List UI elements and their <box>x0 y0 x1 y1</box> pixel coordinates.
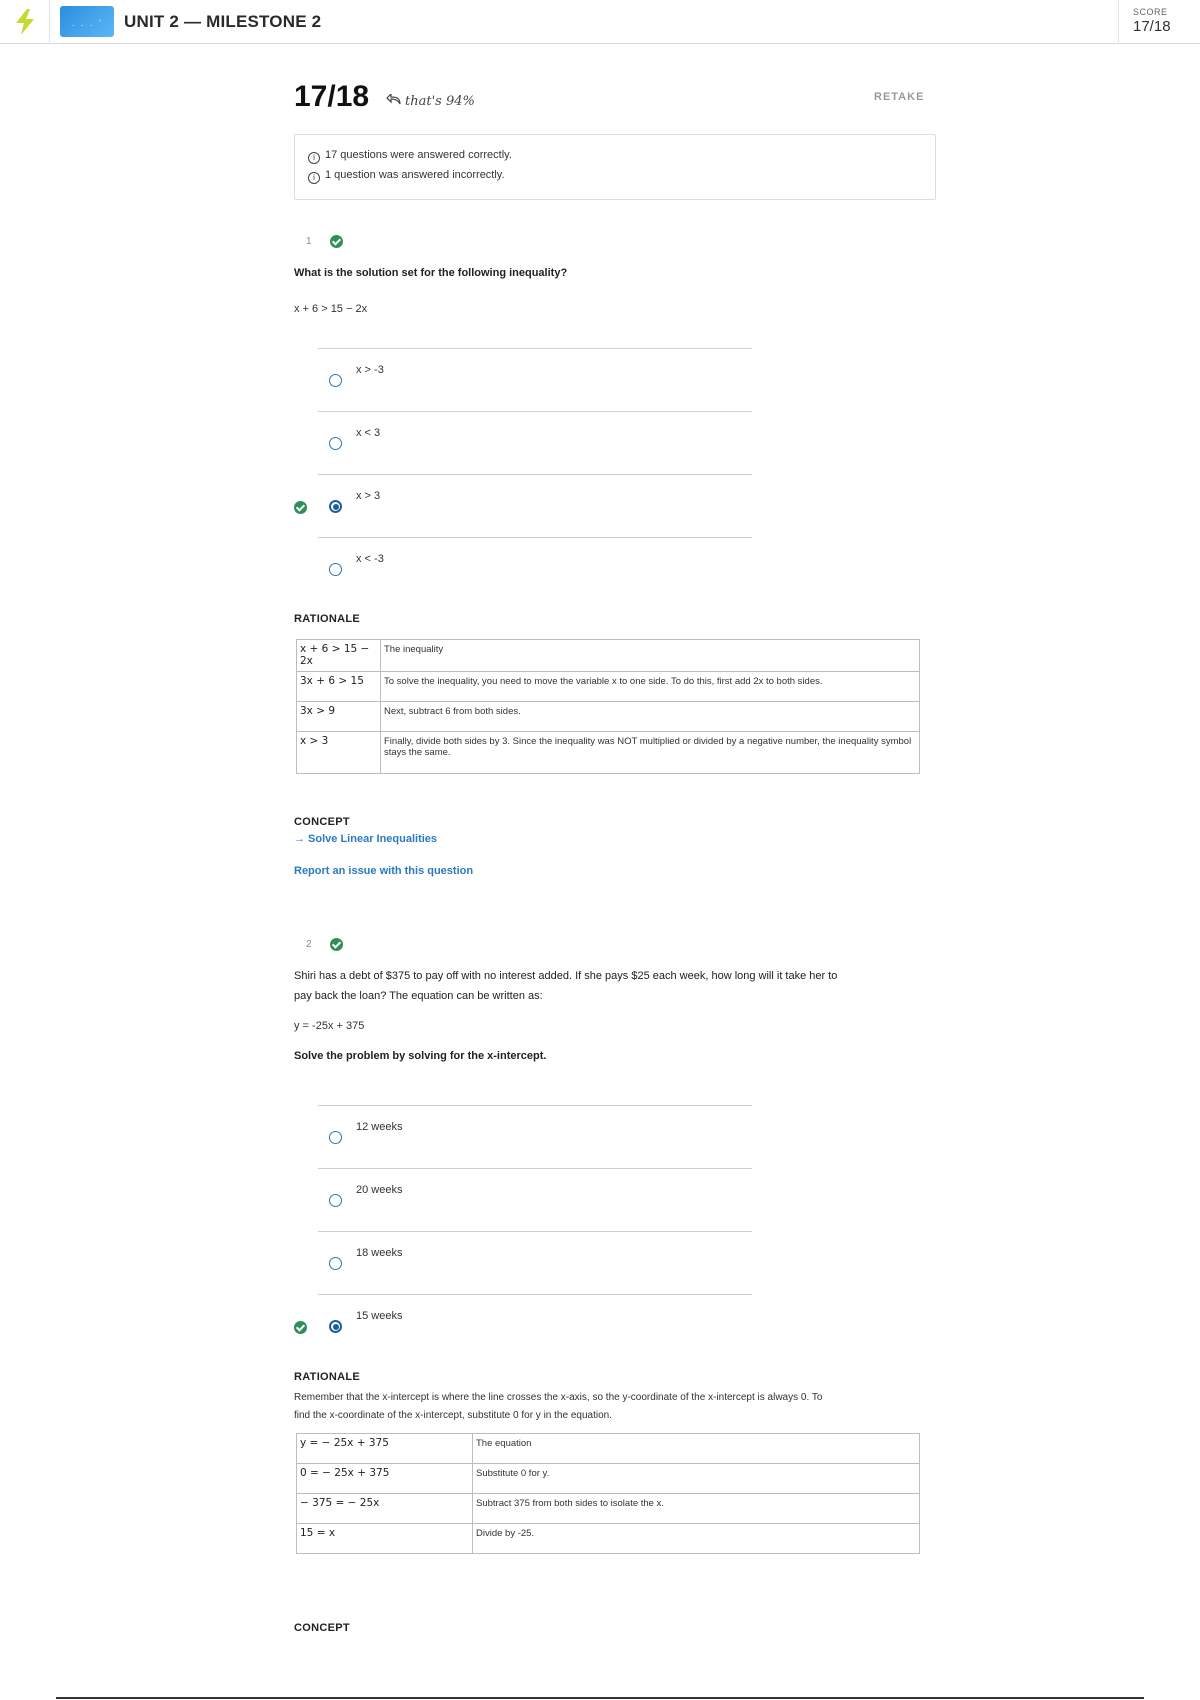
result-score: 17/18 <box>294 80 370 113</box>
top-bar <box>0 0 1200 44</box>
rationale-text <box>294 1389 934 1425</box>
table-cell-text: Subtract 375 from both sides to isolate the x. <box>473 1494 920 1524</box>
option-label: 15 weeks <box>356 1310 403 1322</box>
radio-icon[interactable] <box>329 1131 342 1144</box>
question-number: 1 <box>306 236 312 247</box>
option-label: x > 3 <box>356 490 381 502</box>
table-cell-math: x + 6 > 15 − 2x <box>297 640 381 672</box>
answer-option[interactable] <box>318 1168 752 1231</box>
rationale-line: Remember that the x-intercept is where the line crosses the x-axis, so the y-coordinate of the x-intercept is always 0. To <box>294 1392 823 1403</box>
incorrect-summary-text: 1 question was answered incorrectly. <box>325 169 505 181</box>
concept-label: CONCEPT <box>294 816 350 828</box>
table-row <box>297 640 920 672</box>
info-circle-icon: i <box>308 152 320 164</box>
table-cell-text: Next, subtract 6 from both sides. <box>381 702 920 732</box>
option-label: x < -3 <box>356 553 384 565</box>
table-cell-math: 3x + 6 > 15 <box>297 672 381 702</box>
option-label: 20 weeks <box>356 1184 403 1196</box>
header-score <box>1118 0 1188 44</box>
rationale-label: RATIONALE <box>294 613 361 625</box>
answer-option[interactable] <box>318 348 752 411</box>
unit-title: UNIT 2 — MILESTONE 2 <box>124 12 322 31</box>
table-cell-math: 15 = x <box>297 1524 473 1554</box>
score-value: 17/18 <box>1133 18 1171 35</box>
answer-option[interactable] <box>318 474 752 537</box>
score-percent-note <box>386 94 475 109</box>
option-label: 18 weeks <box>356 1247 403 1259</box>
unit-thumbnail-text: . . . ' <box>72 18 103 28</box>
question-prompt: What is the solution set for the following inequality? <box>294 267 568 279</box>
radio-icon[interactable] <box>329 500 342 513</box>
question-instruction: Solve the problem by solving for the x-intercept. <box>294 1050 547 1062</box>
bolt-logo-icon <box>14 9 36 35</box>
table-cell-text: Substitute 0 for y. <box>473 1464 920 1494</box>
answer-option[interactable] <box>318 1105 752 1168</box>
radio-icon[interactable] <box>329 1257 342 1270</box>
radio-icon[interactable] <box>329 563 342 576</box>
check-circle-icon <box>294 501 307 514</box>
table-cell-math: − 375 = − 25x <box>297 1494 473 1524</box>
summary-box <box>294 134 936 200</box>
table-cell-text: The inequality <box>381 640 920 672</box>
radio-icon[interactable] <box>329 1320 342 1333</box>
table-row <box>297 732 920 774</box>
table-cell-math: 0 = − 25x + 375 <box>297 1464 473 1494</box>
concept-link[interactable]: → Solve Linear Inequalities <box>294 833 438 845</box>
unit-thumbnail <box>60 6 114 37</box>
table-cell-text: Divide by -25. <box>473 1524 920 1554</box>
rationale-label: RATIONALE <box>294 1371 361 1383</box>
table-cell-text: Finally, divide both sides by 3. Since the inequality was NOT multiplied or divided by a negative number, the inequality symbol stays the same. <box>381 732 920 774</box>
table-cell-math: y = − 25x + 375 <box>297 1434 473 1464</box>
table-row <box>297 1434 920 1464</box>
report-issue-link[interactable]: Report an issue with this question <box>294 865 474 877</box>
retake-button[interactable]: RETAKE <box>874 91 925 103</box>
check-circle-icon <box>294 1321 307 1334</box>
concept-label: CONCEPT <box>294 1622 350 1634</box>
question-prompt <box>294 966 934 1006</box>
table-row <box>297 1524 920 1554</box>
logo[interactable] <box>0 0 50 44</box>
question-equation: x + 6 > 15 − 2x <box>294 303 368 315</box>
answer-options <box>318 348 752 600</box>
table-row <box>297 702 920 732</box>
rationale-table <box>296 639 920 774</box>
answer-option[interactable] <box>318 411 752 474</box>
answer-option[interactable] <box>318 1231 752 1294</box>
correct-summary-text: 17 questions were answered correctly. <box>325 149 512 161</box>
option-label: x < 3 <box>356 427 381 439</box>
incorrect-summary <box>308 169 505 184</box>
page-bottom-rule <box>56 1697 1144 1699</box>
option-label: x > -3 <box>356 364 384 376</box>
question-prompt-line: pay back the loan? The equation can be written as: <box>294 990 543 1002</box>
check-circle-icon <box>330 938 343 951</box>
score-percent-text: that's 94% <box>405 94 475 109</box>
correct-summary <box>308 149 512 164</box>
question-number: 2 <box>306 939 312 950</box>
option-label: 12 weeks <box>356 1121 403 1133</box>
table-cell-text: To solve the inequality, you need to move the variable x to one side. To do this, first add 2x to both sides. <box>381 672 920 702</box>
curved-arrow-icon <box>386 94 402 106</box>
rationale-table <box>296 1433 920 1554</box>
rationale-line: find the x-coordinate of the x-intercept, substitute 0 for y in the equation. <box>294 1410 612 1421</box>
answer-option[interactable] <box>318 1294 752 1357</box>
table-row <box>297 1494 920 1524</box>
answer-options <box>318 1105 752 1357</box>
radio-icon[interactable] <box>329 1194 342 1207</box>
table-cell-math: x > 3 <box>297 732 381 774</box>
question-equation: y = -25x + 375 <box>294 1020 365 1032</box>
radio-icon[interactable] <box>329 437 342 450</box>
radio-icon[interactable] <box>329 374 342 387</box>
score-label: SCORE <box>1133 7 1168 17</box>
check-circle-icon <box>330 235 343 248</box>
question-prompt-line: Shiri has a debt of $375 to pay off with no interest added. If she pays $25 each week, how long will it take her to <box>294 970 838 982</box>
table-cell-text: The equation <box>473 1434 920 1464</box>
table-row <box>297 1464 920 1494</box>
info-circle-icon: i <box>308 172 320 184</box>
table-row <box>297 672 920 702</box>
table-cell-math: 3x > 9 <box>297 702 381 732</box>
answer-option[interactable] <box>318 537 752 600</box>
